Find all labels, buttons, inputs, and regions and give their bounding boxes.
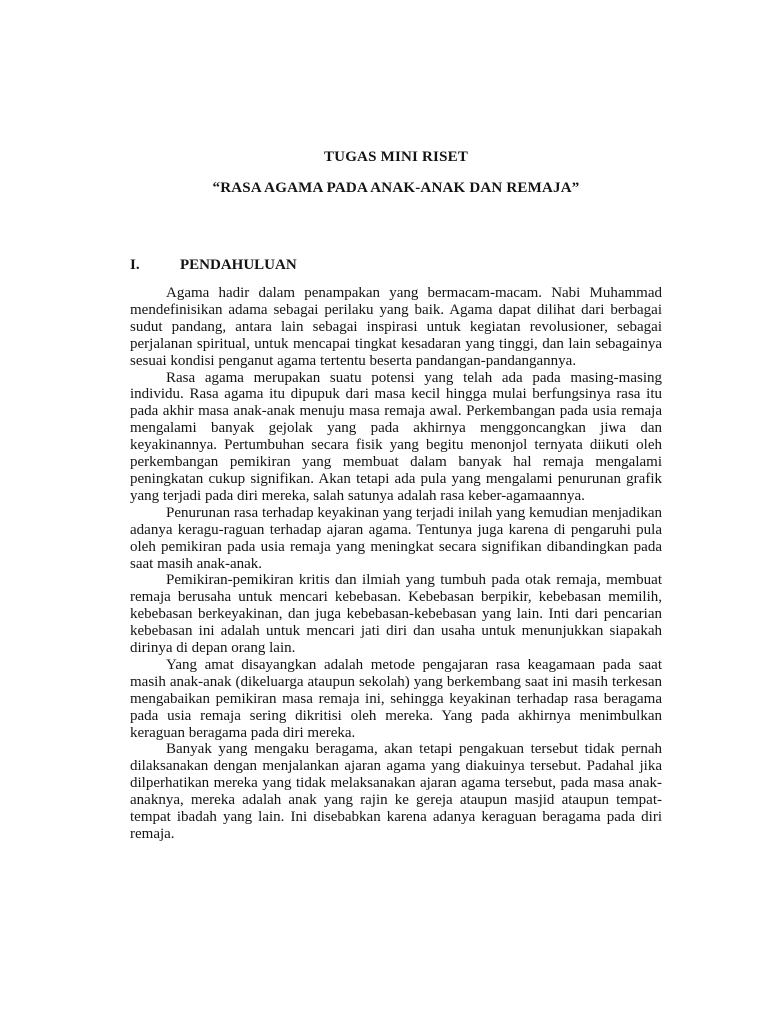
section-title: PENDAHULUAN — [180, 257, 297, 273]
title-block — [130, 148, 662, 197]
paragraph-2: Rasa agama merupakan suatu potensi yang telah ada pada masing-masing individu. Rasa agama itu dipupuk dari masa kecil hingga mulai berfungsinya rasa itu pada akhir masa anak-anak menuju masa remaja awal. Perkembangan pada usia remaja mengalami banyak gejolak yang pada akhirnya menggoncangkan jiwa dan keyakinannya. Pertumbuhan secara fisik yang begitu menonjol ternyata diikuti oleh perkembangan pemikiran yang membuat dalam banyak hal remaja mengalami peningkatan cukup signifikan. Akan tetapi ada pula yang mengalami penurunan grafik yang terjadi pada diri mereka, salah satunya adalah rasa keber-agamaannya. — [130, 369, 662, 504]
paragraph-5: Yang amat disayangkan adalah metode pengajaran rasa keagamaan pada saat masih anak-anak (dikeluarga ataupun sekolah) yang berkembang saat ini masih terkesan mengabaikan pemikiran masa remaja ini, sehingga keyakinan terhadap rasa beragama pada usia remaja sering dikritisi oleh mereka. Yang pada akhirnya menimbulkan keraguan beragama pada diri mereka. — [130, 656, 662, 741]
section-heading — [130, 256, 662, 274]
body-text — [130, 285, 662, 843]
paragraph-6: Banyak yang mengaku beragama, akan tetapi pengakuan tersebut tidak pernah dilaksanakan dengan menjalankan ajaran agama yang diakuinya tersebut. Padahal jika dilperhatikan mereka yang tidak melaksanakan ajaran agama tersebut, pada masa anak-anaknya, mereka adalah anak yang rajin ke gereja ataupun masjid ataupun tempat-tempat ibadah yang lain. Ini disebabkan karena adanya keraguan beragama pada diri remaja. — [130, 741, 662, 842]
document-title: TUGAS MINI RISET — [323, 149, 469, 165]
document-content — [130, 148, 662, 843]
paragraph-3: Penurunan rasa terhadap keyakinan yang terjadi inilah yang kemudian menjadikan adanya keragu-raguan terhadap ajaran agama. Tentunya juga karena di pengaruhi pula oleh pemikiran pada usia remaja yang meningkat secara signifikan dibandingkan pada saat masih anak-anak. — [130, 504, 662, 572]
paragraph-4: Pemikiran-pemikiran kritis dan ilmiah yang tumbuh pada otak remaja, membuat remaja berusaha untuk mencari kebebasan. Kebebasan berpikir, kebebasan memilih, kebebasan berkeyakinan, dan juga kebebasan-kebebasan yang lain. Inti dari pencarian kebebasan ini adalah untuk mencari jati diri dan usaha untuk menunjukkan siapakah dirinya di depan orang lain. — [130, 572, 662, 657]
section-number: I. — [130, 257, 140, 273]
document-subtitle: “RASA AGAMA PADA ANAK-ANAK DAN REMAJA” — [212, 180, 580, 196]
paragraph-1: Agama hadir dalam penampakan yang bermacam-macam. Nabi Muhammad mendefinisikan adama sebagai perilaku yang baik. Agama dapat dilihat dari berbagai sudut pandang, antara lain sebagai inspirasi untuk kegiatan revolusioner, sebagai perjalanan spiritual, untuk mencapai tingkat kesadaran yang tinggi, dan lain sebagainya sesuai kondisi penganut agama tertentu beserta pandangan-pandangannya. — [130, 285, 662, 369]
